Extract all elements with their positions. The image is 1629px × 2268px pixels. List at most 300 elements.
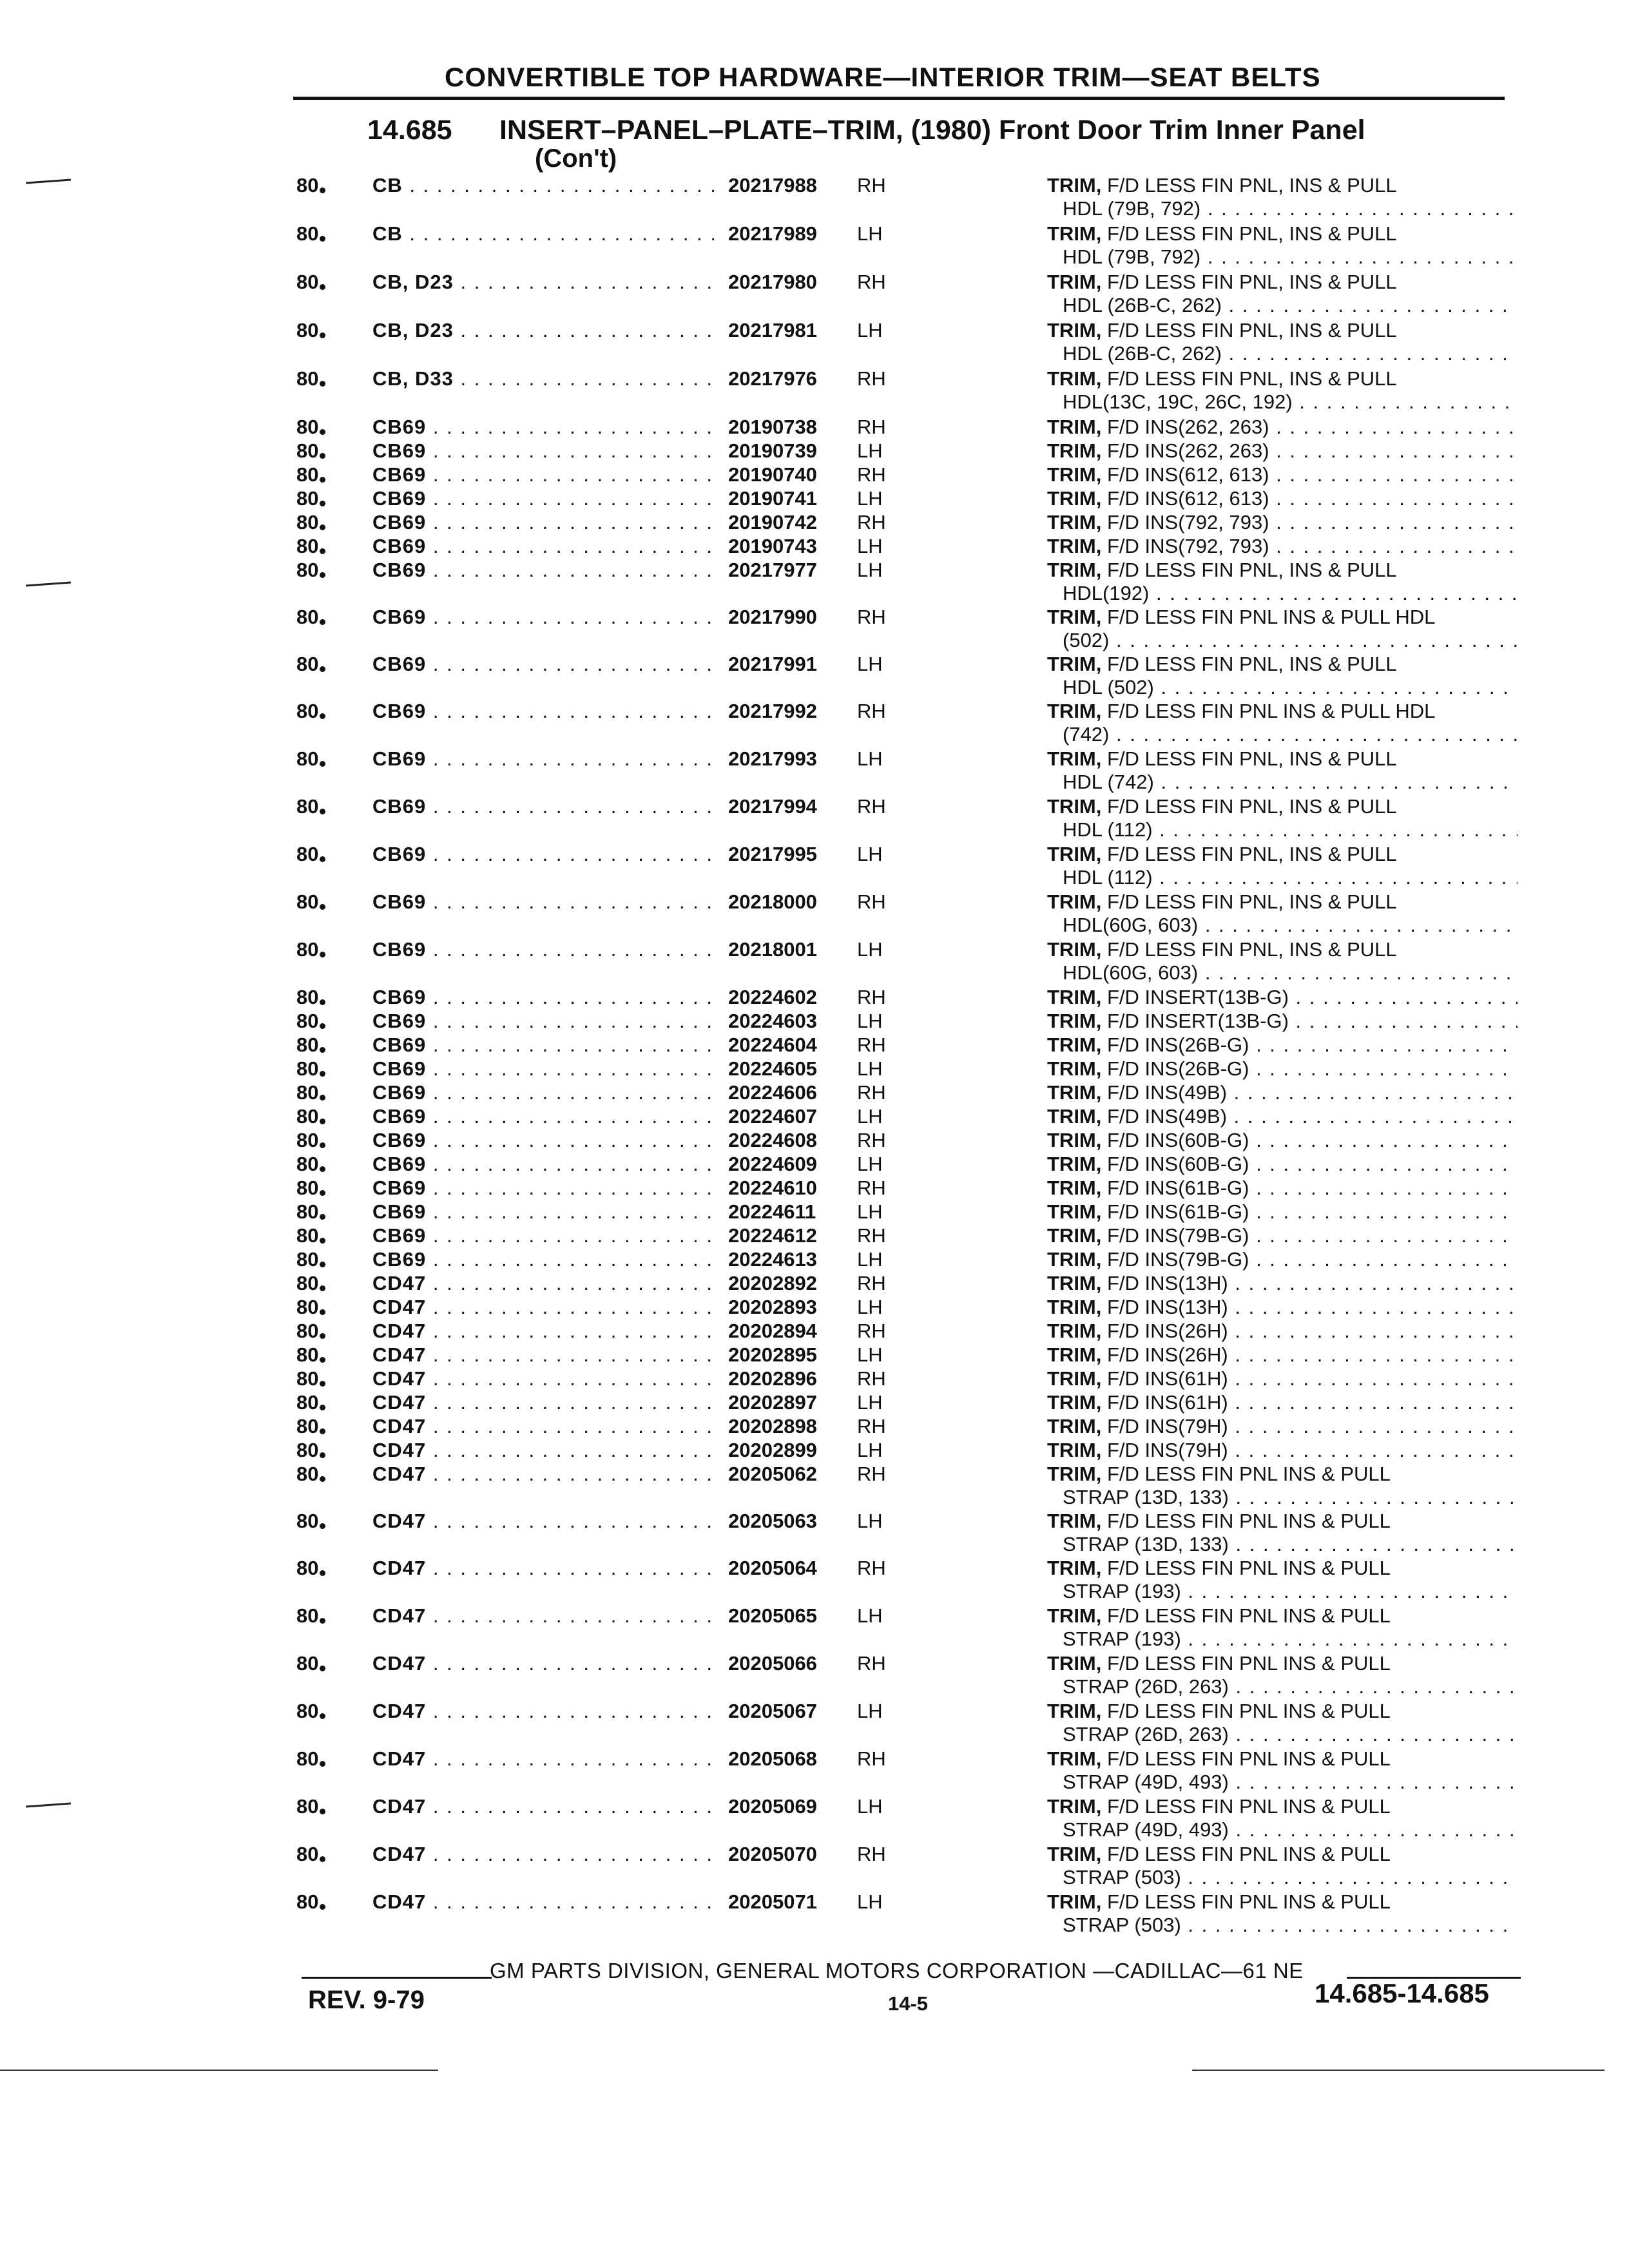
description-line-2	[1047, 342, 1518, 365]
description-line-2	[1047, 961, 1518, 985]
description-keyword: TRIM,	[1047, 487, 1102, 510]
bullet-icon	[320, 1309, 325, 1315]
description-line-1	[1047, 1296, 1518, 1319]
description-line-2	[1047, 818, 1518, 841]
description-line-1	[1047, 1343, 1518, 1367]
description-line-1	[1047, 1747, 1518, 1771]
side-code: LH	[857, 1439, 883, 1461]
part-number: 20205062	[728, 1463, 817, 1485]
side-code: LH	[857, 1248, 883, 1271]
part-description	[1047, 1652, 1518, 1698]
part-description	[1047, 1843, 1518, 1889]
page-number: 14-5	[888, 1992, 929, 2015]
bullet-icon	[320, 236, 325, 242]
description-keyword: TRIM,	[1047, 559, 1102, 581]
description-keyword: TRIM,	[1047, 1272, 1102, 1294]
description-line-1	[1047, 1843, 1518, 1866]
model-code: CB69 . . .	[372, 1177, 714, 1200]
part-description	[1047, 1343, 1518, 1367]
description-text: F/D LESS FIN PNL, INS & PULL	[1107, 367, 1397, 390]
part-number: 20224608	[728, 1129, 817, 1151]
description-keyword: TRIM,	[1047, 938, 1102, 961]
bullet-icon	[320, 1405, 325, 1410]
model-code: CB69 . . .	[372, 1129, 714, 1152]
side-code: LH	[857, 487, 883, 510]
description-continuation: HDL (79B, 792)	[1063, 197, 1201, 220]
part-description	[1047, 1463, 1518, 1509]
description-text: F/D INS(49B)	[1107, 1105, 1228, 1128]
bullet-icon	[320, 1238, 325, 1244]
description-line-1	[1047, 1224, 1518, 1247]
description-text: F/D INSERT(13B-G)	[1107, 986, 1289, 1008]
description-continuation: HDL(60G, 603)	[1063, 961, 1199, 984]
model-year: 80	[296, 1200, 325, 1224]
model-year: 80	[296, 843, 325, 866]
description-continuation: HDL (112)	[1063, 866, 1153, 889]
model-year: 80	[296, 511, 325, 534]
description-line-1	[1047, 511, 1518, 534]
description-line-1	[1047, 222, 1518, 245]
description-line-1	[1047, 606, 1518, 629]
bullet-icon	[320, 856, 325, 862]
model-year: 80	[296, 1747, 325, 1771]
model-code: CB69 . . .	[372, 1153, 714, 1176]
part-description	[1047, 938, 1518, 985]
description-line-1	[1047, 1652, 1518, 1675]
model-code: CD47 . . .	[372, 1890, 714, 1914]
description-continuation: HDL (79B, 792)	[1063, 245, 1201, 268]
description-keyword: TRIM,	[1047, 463, 1102, 486]
description-keyword: TRIM,	[1047, 747, 1102, 770]
part-number: 20224606	[728, 1081, 817, 1104]
side-code: LH	[857, 1604, 883, 1627]
description-text: F/D INS(792, 793)	[1107, 535, 1269, 557]
model-code: CD47 . . .	[372, 1439, 714, 1462]
description-line-1	[1047, 1129, 1518, 1152]
model-code: CB69 . . .	[372, 439, 714, 463]
description-text: F/D INS(26B-G)	[1107, 1057, 1249, 1080]
description-line-2	[1047, 1866, 1518, 1889]
description-line-1	[1047, 559, 1518, 582]
description-text: F/D INS(61B-G)	[1107, 1177, 1249, 1199]
revision-label: REV. 9-79	[308, 1986, 425, 2014]
part-description	[1047, 1320, 1518, 1343]
side-code: LH	[857, 1795, 883, 1818]
description-text: F/D LESS FIN PNL INS & PULL	[1107, 1604, 1391, 1627]
table-row	[0, 1795, 1629, 1847]
model-year: 80	[296, 1224, 325, 1247]
model-code: CB69 . . .	[372, 1248, 714, 1271]
description-text: F/D INS(26B-G)	[1107, 1033, 1249, 1056]
description-line-1	[1047, 1557, 1518, 1580]
table-row	[0, 1510, 1629, 1561]
model-code: CB, D33 . . .	[372, 367, 714, 390]
part-description	[1047, 1557, 1518, 1603]
bullet-icon	[320, 1618, 325, 1624]
part-description	[1047, 890, 1518, 937]
part-number: 20218000	[728, 890, 817, 913]
table-row	[0, 1604, 1629, 1656]
model-year: 80	[296, 747, 325, 771]
model-year: 80	[296, 653, 325, 676]
table-row	[0, 653, 1629, 704]
description-text: F/D INS(79H)	[1107, 1415, 1228, 1437]
description-text: F/D LESS FIN PNL INS & PULL	[1107, 1747, 1391, 1770]
description-line-2	[1047, 1723, 1518, 1746]
description-line-1	[1047, 271, 1518, 294]
part-description	[1047, 487, 1518, 510]
model-year: 80	[296, 1843, 325, 1866]
description-line-2	[1047, 1533, 1518, 1556]
bullet-icon	[320, 1190, 325, 1196]
description-line-2	[1047, 197, 1518, 220]
table-row	[0, 367, 1629, 419]
description-line-1	[1047, 416, 1518, 439]
model-code: CB69 . . .	[372, 535, 714, 558]
model-year: 80	[296, 319, 325, 342]
part-description	[1047, 559, 1518, 605]
model-year: 80	[296, 174, 325, 197]
description-text: F/D INS(612, 613)	[1107, 487, 1269, 510]
bullet-icon	[320, 1856, 325, 1862]
side-code: RH	[857, 986, 886, 1008]
model-year: 80	[296, 1129, 325, 1152]
description-continuation: HDL (502)	[1063, 676, 1154, 698]
model-year: 80	[296, 1320, 325, 1343]
model-year: 80	[296, 1700, 325, 1723]
description-continuation: STRAP (49D, 493)	[1063, 1818, 1229, 1841]
description-keyword: TRIM,	[1047, 1391, 1102, 1414]
description-line-2	[1047, 1628, 1518, 1651]
description-keyword: TRIM,	[1047, 653, 1102, 675]
description-keyword: TRIM,	[1047, 1843, 1102, 1865]
bullet-icon	[320, 1761, 325, 1767]
side-code: RH	[857, 890, 886, 913]
part-description	[1047, 416, 1518, 439]
bullet-icon	[320, 904, 325, 910]
scan-edge-line	[1192, 2070, 1605, 2071]
part-number: 20205069	[728, 1795, 817, 1818]
model-code: CB69 . . .	[372, 1200, 714, 1224]
description-keyword: TRIM,	[1047, 439, 1102, 462]
description-text: F/D LESS FIN PNL, INS & PULL	[1107, 222, 1397, 245]
part-description	[1047, 1296, 1518, 1319]
description-line-2	[1047, 1914, 1518, 1937]
side-code: LH	[857, 1700, 883, 1722]
description-keyword: TRIM,	[1047, 1177, 1102, 1199]
description-keyword: TRIM,	[1047, 1343, 1102, 1366]
side-code: LH	[857, 319, 883, 341]
description-line-2	[1047, 390, 1518, 414]
model-year: 80	[296, 890, 325, 914]
description-line-1	[1047, 653, 1518, 676]
part-number: 20217993	[728, 747, 817, 770]
side-code: LH	[857, 1391, 883, 1414]
model-code: CB . . .	[372, 174, 714, 197]
model-year: 80	[296, 1033, 325, 1057]
description-keyword: TRIM,	[1047, 1463, 1102, 1485]
description-keyword: TRIM,	[1047, 843, 1102, 865]
part-description	[1047, 1510, 1518, 1556]
model-code: CD47 . . .	[372, 1463, 714, 1486]
description-keyword: TRIM,	[1047, 1700, 1102, 1722]
side-code: LH	[857, 653, 883, 675]
bullet-icon	[320, 1666, 325, 1671]
description-keyword: TRIM,	[1047, 1057, 1102, 1080]
part-description	[1047, 1129, 1518, 1152]
description-text: F/D LESS FIN PNL INS & PULL	[1107, 1652, 1391, 1675]
model-year: 80	[296, 535, 325, 558]
bullet-icon	[320, 999, 325, 1005]
bullet-icon	[320, 1904, 325, 1910]
bullet-icon	[320, 1452, 325, 1458]
description-keyword: TRIM,	[1047, 1296, 1102, 1318]
part-number: 20217994	[728, 795, 817, 818]
description-keyword: TRIM,	[1047, 700, 1102, 722]
side-code: RH	[857, 1652, 886, 1675]
bullet-icon	[320, 1262, 325, 1267]
section-title: INSERT–PANEL–PLATE–TRIM, (1980) Front Door Trim Inner Panel	[499, 115, 1365, 146]
side-code: LH	[857, 1010, 883, 1032]
part-number: 20202898	[728, 1415, 817, 1437]
part-number: 20217980	[728, 271, 817, 293]
description-text: F/D INSERT(13B-G)	[1107, 1010, 1289, 1032]
bullet-icon	[320, 1523, 325, 1529]
description-text: F/D INS(61B-G)	[1107, 1200, 1249, 1223]
side-code: LH	[857, 1890, 883, 1913]
bullet-icon	[320, 1023, 325, 1029]
part-number: 20224607	[728, 1105, 817, 1128]
bullet-icon	[320, 1428, 325, 1434]
side-code: RH	[857, 1747, 886, 1770]
side-code: RH	[857, 1224, 886, 1247]
side-code: RH	[857, 1367, 886, 1390]
part-description	[1047, 1415, 1518, 1438]
description-keyword: TRIM,	[1047, 1652, 1102, 1675]
description-keyword: TRIM,	[1047, 1604, 1102, 1627]
part-number: 20224612	[728, 1224, 817, 1247]
description-line-1	[1047, 1367, 1518, 1390]
bullet-icon	[320, 1381, 325, 1387]
description-line-1	[1047, 1415, 1518, 1438]
part-number: 20205064	[728, 1557, 817, 1579]
model-year: 80	[296, 795, 325, 818]
part-number: 20202896	[728, 1367, 817, 1390]
description-continuation: STRAP (26D, 263)	[1063, 1723, 1229, 1745]
model-code: CD47 . . .	[372, 1415, 714, 1438]
description-text: F/D LESS FIN PNL, INS & PULL	[1107, 653, 1397, 675]
table-row	[0, 890, 1629, 942]
part-number: 20217989	[728, 222, 817, 245]
model-code: CD47 . . .	[372, 1272, 714, 1295]
description-line-1	[1047, 174, 1518, 197]
description-line-1	[1047, 1795, 1518, 1818]
description-text: F/D LESS FIN PNL INS & PULL HDL	[1107, 700, 1436, 722]
side-code: LH	[857, 1153, 883, 1175]
part-number: 20217988	[728, 174, 817, 197]
description-keyword: TRIM,	[1047, 890, 1102, 913]
description-text: F/D INS(60B-G)	[1107, 1153, 1249, 1175]
part-description	[1047, 1700, 1518, 1746]
description-text: F/D LESS FIN PNL, INS & PULL	[1107, 559, 1397, 581]
description-line-1	[1047, 1391, 1518, 1414]
part-number: 20202893	[728, 1296, 817, 1318]
bullet-icon	[320, 761, 325, 767]
bullet-icon	[320, 666, 325, 672]
description-keyword: TRIM,	[1047, 416, 1102, 438]
model-code: CB69 . . .	[372, 487, 714, 510]
description-text: F/D LESS FIN PNL, INS & PULL	[1107, 843, 1397, 865]
description-keyword: TRIM,	[1047, 1510, 1102, 1532]
description-text: F/D LESS FIN PNL INS & PULL	[1107, 1557, 1391, 1579]
description-continuation: STRAP (193)	[1063, 1580, 1181, 1602]
side-code: LH	[857, 1057, 883, 1080]
side-code: RH	[857, 1557, 886, 1579]
model-code: CD47 . . .	[372, 1795, 714, 1818]
bullet-icon	[320, 1285, 325, 1291]
description-text: F/D INS(61H)	[1107, 1367, 1228, 1390]
description-text: F/D INS(13H)	[1107, 1272, 1228, 1294]
bullet-icon	[320, 477, 325, 483]
description-keyword: TRIM,	[1047, 1153, 1102, 1175]
part-number: 20224609	[728, 1153, 817, 1175]
description-line-1	[1047, 1200, 1518, 1224]
description-text: F/D LESS FIN PNL INS & PULL	[1107, 1700, 1391, 1722]
description-line-1	[1047, 463, 1518, 486]
part-number: 20218001	[728, 938, 817, 961]
side-code: RH	[857, 271, 886, 293]
model-code: CB69 . . .	[372, 511, 714, 534]
part-description	[1047, 222, 1518, 269]
model-year: 80	[296, 1367, 325, 1390]
table-row	[0, 271, 1629, 322]
part-description	[1047, 1153, 1518, 1176]
model-code: CB, D23 . . .	[372, 319, 714, 342]
table-row	[0, 795, 1629, 847]
bullet-icon	[320, 1476, 325, 1482]
model-code: CD47 . . .	[372, 1557, 714, 1580]
model-code: CB69 . . .	[372, 1010, 714, 1033]
description-line-2	[1047, 629, 1518, 652]
description-line-1	[1047, 319, 1518, 342]
model-year: 80	[296, 1248, 325, 1271]
description-line-1	[1047, 1177, 1518, 1200]
model-code: CD47 . . .	[372, 1747, 714, 1771]
bullet-icon	[320, 809, 325, 814]
description-keyword: TRIM,	[1047, 1747, 1102, 1770]
bullet-icon	[320, 1095, 325, 1100]
part-description	[1047, 1033, 1518, 1057]
part-number: 20224610	[728, 1177, 817, 1199]
part-description	[1047, 1795, 1518, 1841]
model-code: CD47 . . .	[372, 1367, 714, 1390]
description-line-1	[1047, 1463, 1518, 1486]
description-text: F/D INS(262, 263)	[1107, 439, 1269, 462]
table-row	[0, 843, 1629, 894]
side-code: RH	[857, 1177, 886, 1199]
part-description	[1047, 319, 1518, 365]
description-continuation: STRAP (193)	[1063, 1628, 1181, 1650]
description-line-1	[1047, 986, 1518, 1009]
part-number: 20224613	[728, 1248, 817, 1271]
part-number: 20190741	[728, 487, 817, 510]
bullet-icon	[320, 548, 325, 554]
bullet-icon	[320, 1047, 325, 1053]
model-year: 80	[296, 1105, 325, 1128]
description-line-2	[1047, 582, 1518, 605]
bullet-icon	[320, 524, 325, 530]
description-continuation: STRAP (503)	[1063, 1914, 1181, 1936]
model-year: 80	[296, 1343, 325, 1367]
description-line-1	[1047, 1439, 1518, 1462]
description-line-1	[1047, 1604, 1518, 1628]
part-number: 20217981	[728, 319, 817, 341]
side-code: RH	[857, 1272, 886, 1294]
model-code: CB69 . . .	[372, 747, 714, 771]
model-code: CB69 . . .	[372, 1105, 714, 1128]
description-keyword: TRIM,	[1047, 1200, 1102, 1223]
model-code: CD47 . . .	[372, 1510, 714, 1533]
model-year: 80	[296, 1415, 325, 1438]
side-code: RH	[857, 1843, 886, 1865]
part-description	[1047, 439, 1518, 463]
footer-publisher: GM PARTS DIVISION, GENERAL MOTORS CORPORATION —CADILLAC—61 NE	[490, 1959, 1304, 1983]
model-code: CB69 . . .	[372, 1033, 714, 1057]
description-keyword: TRIM,	[1047, 1367, 1102, 1390]
description-text: F/D LESS FIN PNL INS & PULL	[1107, 1843, 1391, 1865]
description-line-1	[1047, 1890, 1518, 1914]
bullet-icon	[320, 952, 325, 957]
description-line-1	[1047, 1105, 1518, 1128]
model-code: CD47 . . .	[372, 1652, 714, 1675]
part-number: 20224605	[728, 1057, 817, 1080]
description-text: F/D INS(60B-G)	[1107, 1129, 1249, 1151]
description-line-2	[1047, 914, 1518, 937]
description-text: F/D LESS FIN PNL INS & PULL	[1107, 1510, 1391, 1532]
description-line-1	[1047, 487, 1518, 510]
model-year: 80	[296, 271, 325, 294]
part-description	[1047, 1272, 1518, 1295]
model-year: 80	[296, 1081, 325, 1104]
description-text: F/D LESS FIN PNL, INS & PULL	[1107, 795, 1397, 818]
model-year: 80	[296, 439, 325, 463]
description-text: F/D LESS FIN PNL INS & PULL	[1107, 1463, 1391, 1485]
part-number: 20190739	[728, 439, 817, 462]
bullet-icon	[320, 284, 325, 290]
table-row	[0, 559, 1629, 610]
part-description	[1047, 1367, 1518, 1390]
description-keyword: TRIM,	[1047, 1415, 1102, 1437]
part-number: 20202895	[728, 1343, 817, 1366]
table-row	[0, 700, 1629, 751]
description-text: F/D LESS FIN PNL, INS & PULL	[1107, 319, 1397, 341]
description-continuation: (742)	[1063, 723, 1110, 745]
description-continuation: HDL (26B-C, 262)	[1063, 294, 1222, 316]
part-description	[1047, 843, 1518, 889]
table-row	[0, 174, 1629, 226]
bullet-icon	[320, 1142, 325, 1148]
side-code: LH	[857, 1105, 883, 1128]
description-line-2	[1047, 1675, 1518, 1698]
side-code: RH	[857, 1415, 886, 1437]
part-number: 20205068	[728, 1747, 817, 1770]
model-code: CB69 . . .	[372, 795, 714, 818]
part-number: 20224602	[728, 986, 817, 1008]
part-number: 20217976	[728, 367, 817, 390]
description-text: F/D LESS FIN PNL, INS & PULL	[1107, 747, 1397, 770]
model-year: 80	[296, 367, 325, 390]
table-row	[0, 606, 1629, 657]
